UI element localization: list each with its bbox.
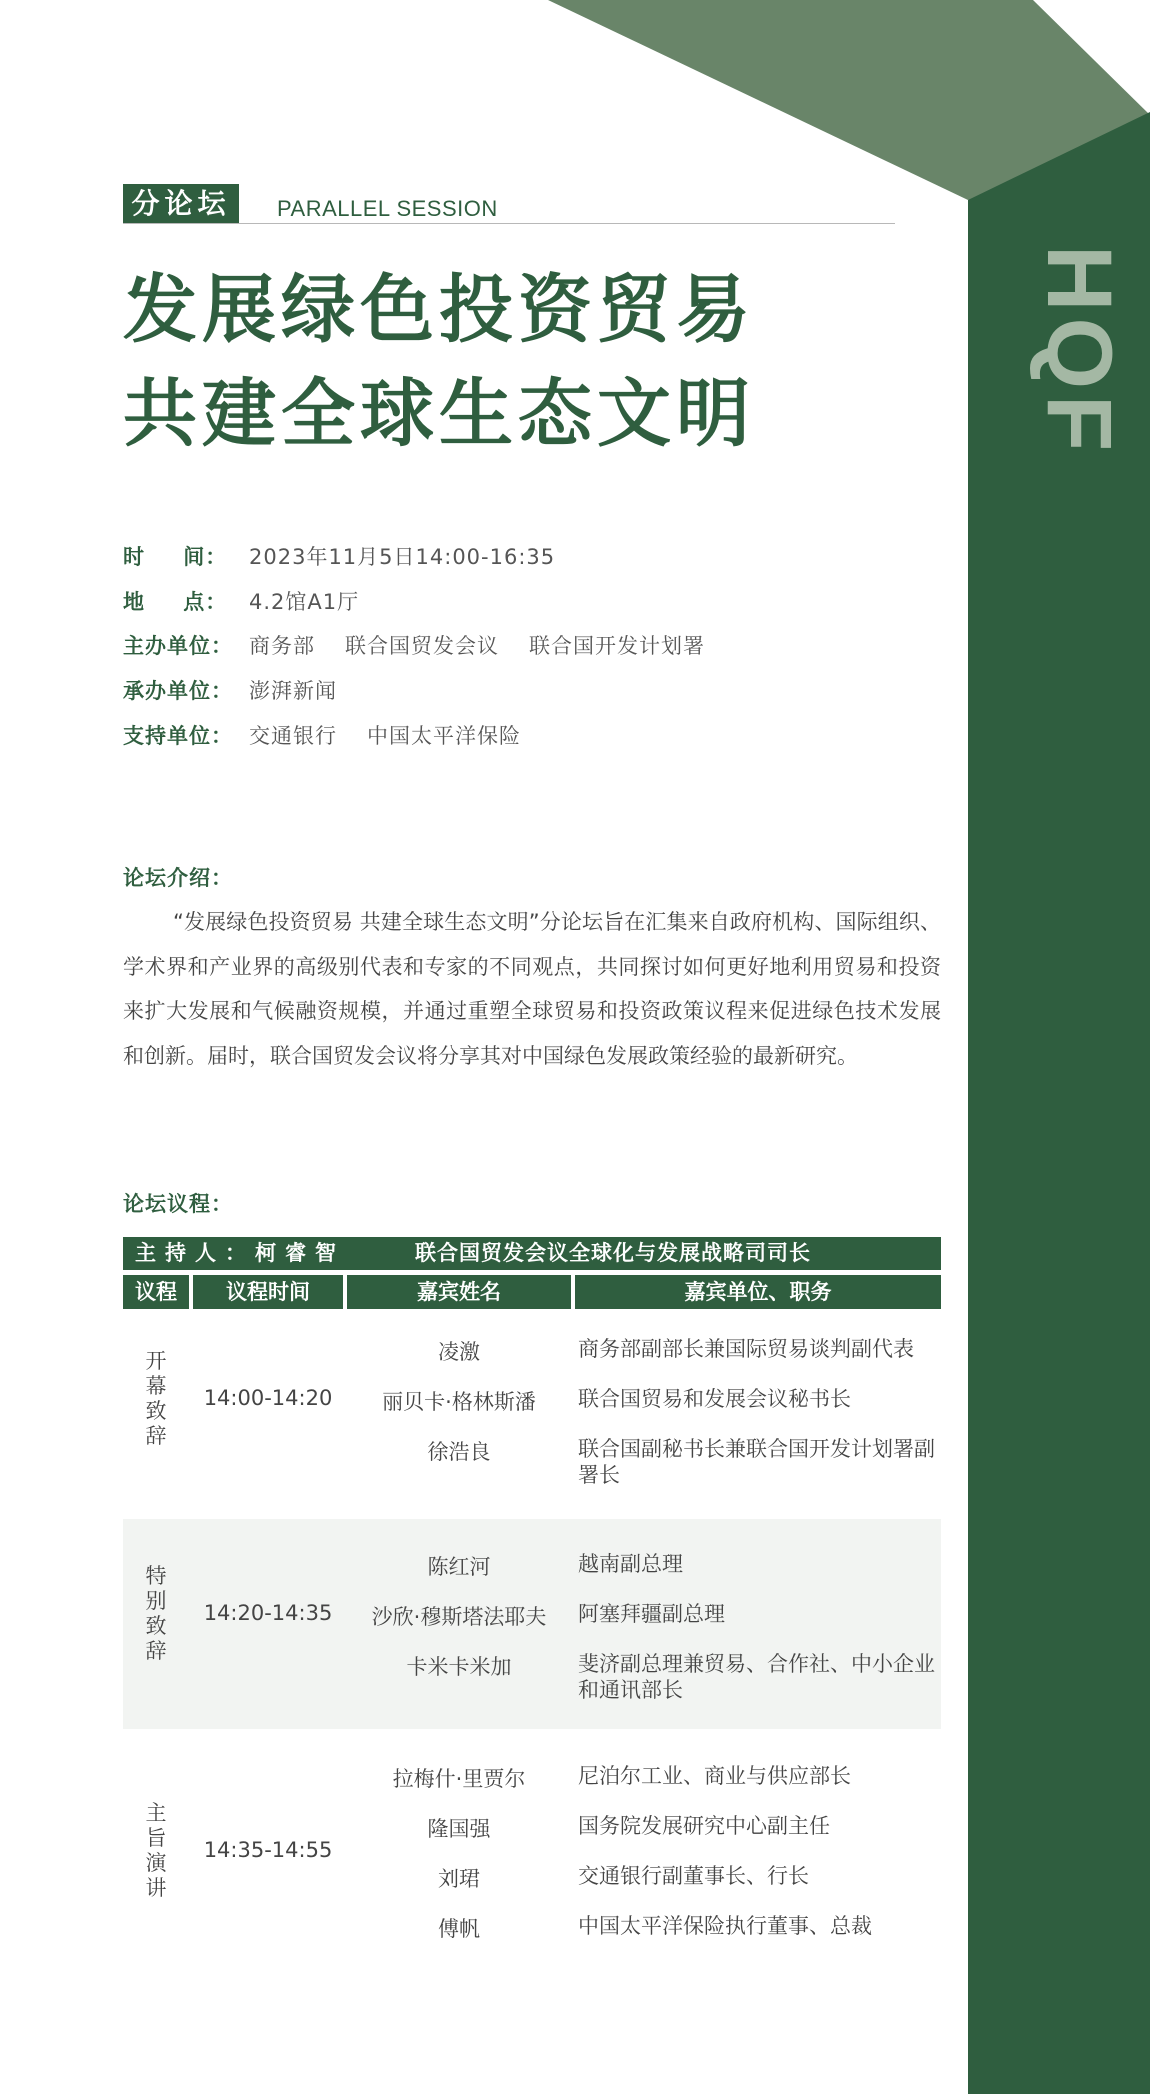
- col-header-org: 嘉宾单位、职务: [575, 1275, 941, 1309]
- agenda-item-label: 主 旨 演 讲: [145, 1801, 167, 1900]
- info-value-item: 澎湃新闻: [249, 679, 337, 704]
- guest-organization: 斐济副总理兼贸易、合作社、中小企业和通讯部长: [578, 1652, 935, 1702]
- agenda-item-label: 开 幕 致 辞: [145, 1349, 167, 1448]
- agenda-time: 14:00-14:20: [203, 1386, 333, 1410]
- info-value-item: 联合国开发计划署: [529, 634, 705, 659]
- agenda-heading: 论坛议程：: [123, 1192, 233, 1216]
- info-value: [249, 586, 389, 616]
- info-row: [123, 579, 735, 624]
- divider: [123, 223, 895, 224]
- info-row: [123, 712, 735, 757]
- guest-name: 拉梅什·里贾尔: [392, 1767, 526, 1791]
- agenda-group: [123, 1729, 941, 1949]
- guest-organization: 尼泊尔工业、商业与供应部长: [578, 1764, 851, 1788]
- guest-name: 沙欣·穆斯塔法耶夫: [371, 1605, 547, 1629]
- info-value-item: 4.2馆A1厅: [249, 589, 360, 614]
- guest-organization: 联合国贸易和发展会议秘书长: [578, 1387, 851, 1411]
- agenda-item-label: 特 别 致 辞: [145, 1564, 167, 1663]
- info-label: 主办单位：: [123, 634, 233, 659]
- info-value-item: 2023年11月5日14:00-16:35: [249, 545, 556, 570]
- guest-organization: 阿塞拜疆副总理: [578, 1602, 725, 1626]
- title-line-1: 发展绿色投资贸易: [123, 267, 755, 353]
- info-value: [249, 675, 367, 705]
- intro-heading: 论坛介绍：: [123, 866, 233, 890]
- guest-organization: 交通银行副董事长、行长: [578, 1864, 809, 1888]
- guest-name: 卡米卡米加: [406, 1655, 512, 1679]
- agenda-time: 14:35-14:55: [203, 1838, 333, 1862]
- info-value-item: 联合国贸发会议: [345, 634, 499, 659]
- info-value-item: 交通银行: [249, 723, 337, 748]
- agenda-group: [123, 1519, 941, 1729]
- agenda-time: 14:20-14:35: [203, 1601, 333, 1625]
- col-header-item: 议程: [123, 1275, 189, 1309]
- info-row: [123, 668, 735, 713]
- moderator-bar: [123, 1237, 941, 1270]
- guest-name: 陈红河: [427, 1555, 491, 1579]
- title-line-2: 共建全球生态文明: [123, 371, 755, 457]
- guest-name: 丽贝卡·格林斯潘: [382, 1390, 536, 1414]
- info-label: 地 点：: [123, 589, 228, 614]
- hqf-logo: HQF: [1028, 245, 1130, 458]
- col-header-name: 嘉宾姓名: [347, 1275, 571, 1309]
- guest-organization: 中国太平洋保险执行董事、总裁: [578, 1914, 872, 1938]
- guest-name: 隆国强: [427, 1817, 491, 1841]
- intro-text: “发展绿色投资贸易 共建全球生态文明”分论坛旨在汇集来自政府机构、国际组织、学术界和产业界的高级别代表和专家的不同观点，共同探讨如何更好地利用贸易和投资来扩大发展和气候融资规模，并通过重塑全球贸易和投资政策议程来促进绿色技术发展和创新。届时，联合国贸发会议将分享其对中国绿色发展政策经验的最新研究。: [123, 910, 941, 1068]
- guest-name: 刘珺: [438, 1867, 480, 1891]
- info-row: [123, 534, 735, 579]
- guest-organization: 联合国副秘书长兼联合国开发计划署副署长: [578, 1437, 935, 1487]
- guest-name: 傅帆: [438, 1917, 480, 1941]
- info-label: 时 间：: [123, 545, 228, 570]
- info-value-item: 商务部: [249, 634, 315, 659]
- guest-name: 凌激: [438, 1340, 480, 1364]
- info-label: 支持单位：: [123, 723, 233, 748]
- info-value: [249, 541, 585, 571]
- info-value: [249, 720, 551, 750]
- session-label-en: PARALLEL SESSION: [277, 196, 498, 221]
- info-label: 承办单位：: [123, 679, 233, 704]
- guest-organization: 越南副总理: [578, 1552, 683, 1576]
- session-tag: 分论坛: [123, 184, 239, 223]
- info-value: [249, 630, 735, 660]
- guest-organization: 国务院发展研究中心副主任: [578, 1814, 830, 1838]
- info-row: [123, 623, 735, 668]
- moderator-label: 主持人：柯睿智: [135, 1241, 345, 1265]
- guest-name: 徐浩良: [427, 1440, 491, 1464]
- guest-organization: 商务部副部长兼国际贸易谈判副代表: [578, 1337, 914, 1361]
- info-value-item: 中国太平洋保险: [367, 723, 521, 748]
- agenda-table-header: [123, 1275, 941, 1309]
- col-header-time: 议程时间: [193, 1275, 343, 1309]
- page-title: [123, 258, 755, 466]
- moderator-title: 联合国贸发会议全球化与发展战略司司长: [415, 1241, 811, 1265]
- event-info: [123, 534, 735, 757]
- agenda-group: [123, 1309, 941, 1519]
